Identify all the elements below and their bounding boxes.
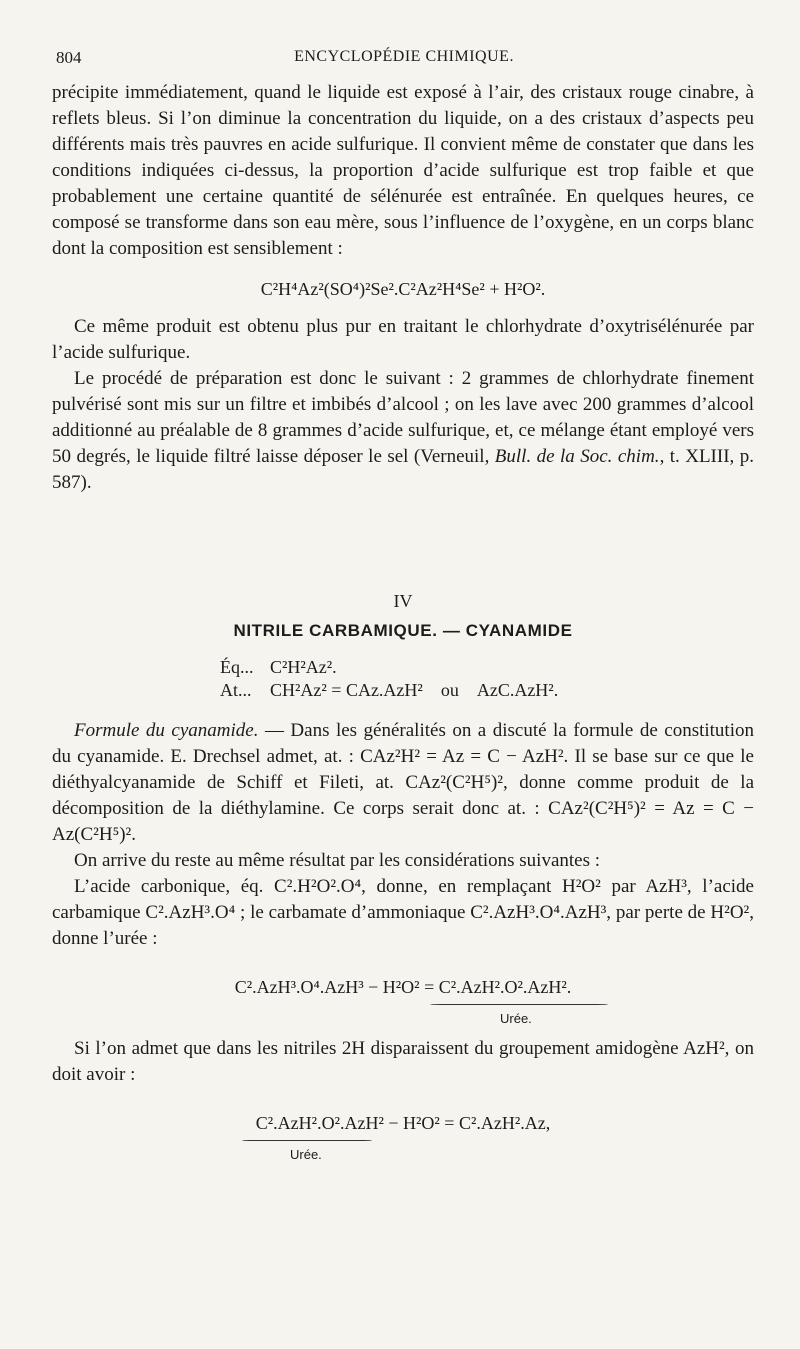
- at-label: At...: [220, 680, 252, 700]
- uree-brace-2: [52, 1138, 754, 1164]
- at-alt-formula: AzC.AzH².: [476, 680, 559, 700]
- paragraph: Ce même produit est obtenu plus pur en traitant le chlorhydrate d’oxytrisélénurée par l’acide sulfurique.: [52, 316, 754, 363]
- paragraph: Formule du cyanamide. — Dans les généralités on a discuté la formule de constitution du cyanamide. E. Drechsel admet, at. : CAz²H² = Az = C − AzH². Il se base sur ce que le diéthyalcyanamide de Schiff et Fileti, at. CAz²(C²H⁵)², donne comme produit de la décomposition de la diéthylamine. Ce corps serait donc at. : CAz²(C²H⁵)² = Az = C − Az(C²H⁵)².: [52, 720, 754, 845]
- subsection-heading: Formule du cyanamide.: [74, 720, 259, 741]
- running-title: ENCYCLOPÉDIE CHIMIQUE.: [294, 48, 514, 65]
- uree-label-2: Urée.: [290, 1147, 322, 1162]
- at-formula: CH²Az² = CAz.AzH²: [270, 680, 423, 700]
- journal-citation: Bull. de la Soc. chim.: [494, 446, 660, 467]
- equation-uree: C².AzH³.O⁴.AzH³ − H²O² = C².AzH².O².AzH².: [234, 977, 572, 997]
- page-number: 804: [56, 48, 82, 67]
- equation-nitrile: C².AzH².O².AzH² − H²O² = C².AzH².Az,: [255, 1113, 551, 1133]
- chemical-formula: C²H⁴Az²(SO⁴)²Se².C²Az²H⁴Se² + H²O².: [260, 279, 546, 299]
- eq-formula: C²H²Az².: [270, 657, 337, 677]
- paragraph: Si l’on admet que dans les nitriles 2H disparaissent du groupement amidogène AzH², on doit avoir :: [52, 1038, 754, 1085]
- section-title: NITRILE CARBAMIQUE. — CYANAMIDE: [233, 621, 573, 640]
- paragraph: précipite immédiatement, quand le liquide est exposé à l’air, des cristaux rouge cinabre, à reflets bleus. Si l’on diminue la concentration du liquide, on a des cristaux d’aspects peu différents mais très pauvres en acide sulfurique. Il convient même de constater que dans les conditions indiquées ci-dessus, la proportion d’acide sulfurique est trop faible et que probablement une certaine quantité de sélénurée est entraînée. En quelques heures, ce composé se transforme dans son eau mère, sous l’influence de l’oxygène, en un corps blanc dont la composition est sensiblement :: [52, 82, 754, 259]
- page-header: [56, 48, 752, 72]
- formula-block: [220, 656, 754, 702]
- uree-label: Urée.: [500, 1011, 532, 1026]
- section-number: IV: [393, 591, 413, 611]
- uree-brace: [52, 1002, 754, 1028]
- paragraph: L’acide carbonique, éq. C².H²O².O⁴, donne, en remplaçant H²O² par AzH³, l’acide carbamique C².AzH³.O⁴ ; le carbamate d’ammoniaque C².AzH³.O⁴.AzH³, par perte de H²O², donne l’urée :: [52, 876, 754, 949]
- or-word: ou: [440, 680, 459, 700]
- page-body: [52, 80, 754, 1164]
- eq-label: Éq...: [220, 657, 254, 677]
- paragraph: Le procédé de préparation est donc le suivant : 2 grammes de chlorhydrate finement pulvérisé sont mis sur un filtre et imbibés d’alcool ; on les lave avec 200 grammes d’alcool additionné au préalable de 8 grammes d’acide sulfurique, et, ce mélange étant employé vers 50 degrés, le liquide filtré laisse déposer le sel (Verneuil, Bull. de la Soc. chim., t. XLIII, p. 587).: [52, 368, 754, 493]
- paragraph: On arrive du reste au même résultat par les considérations suivantes :: [74, 850, 601, 871]
